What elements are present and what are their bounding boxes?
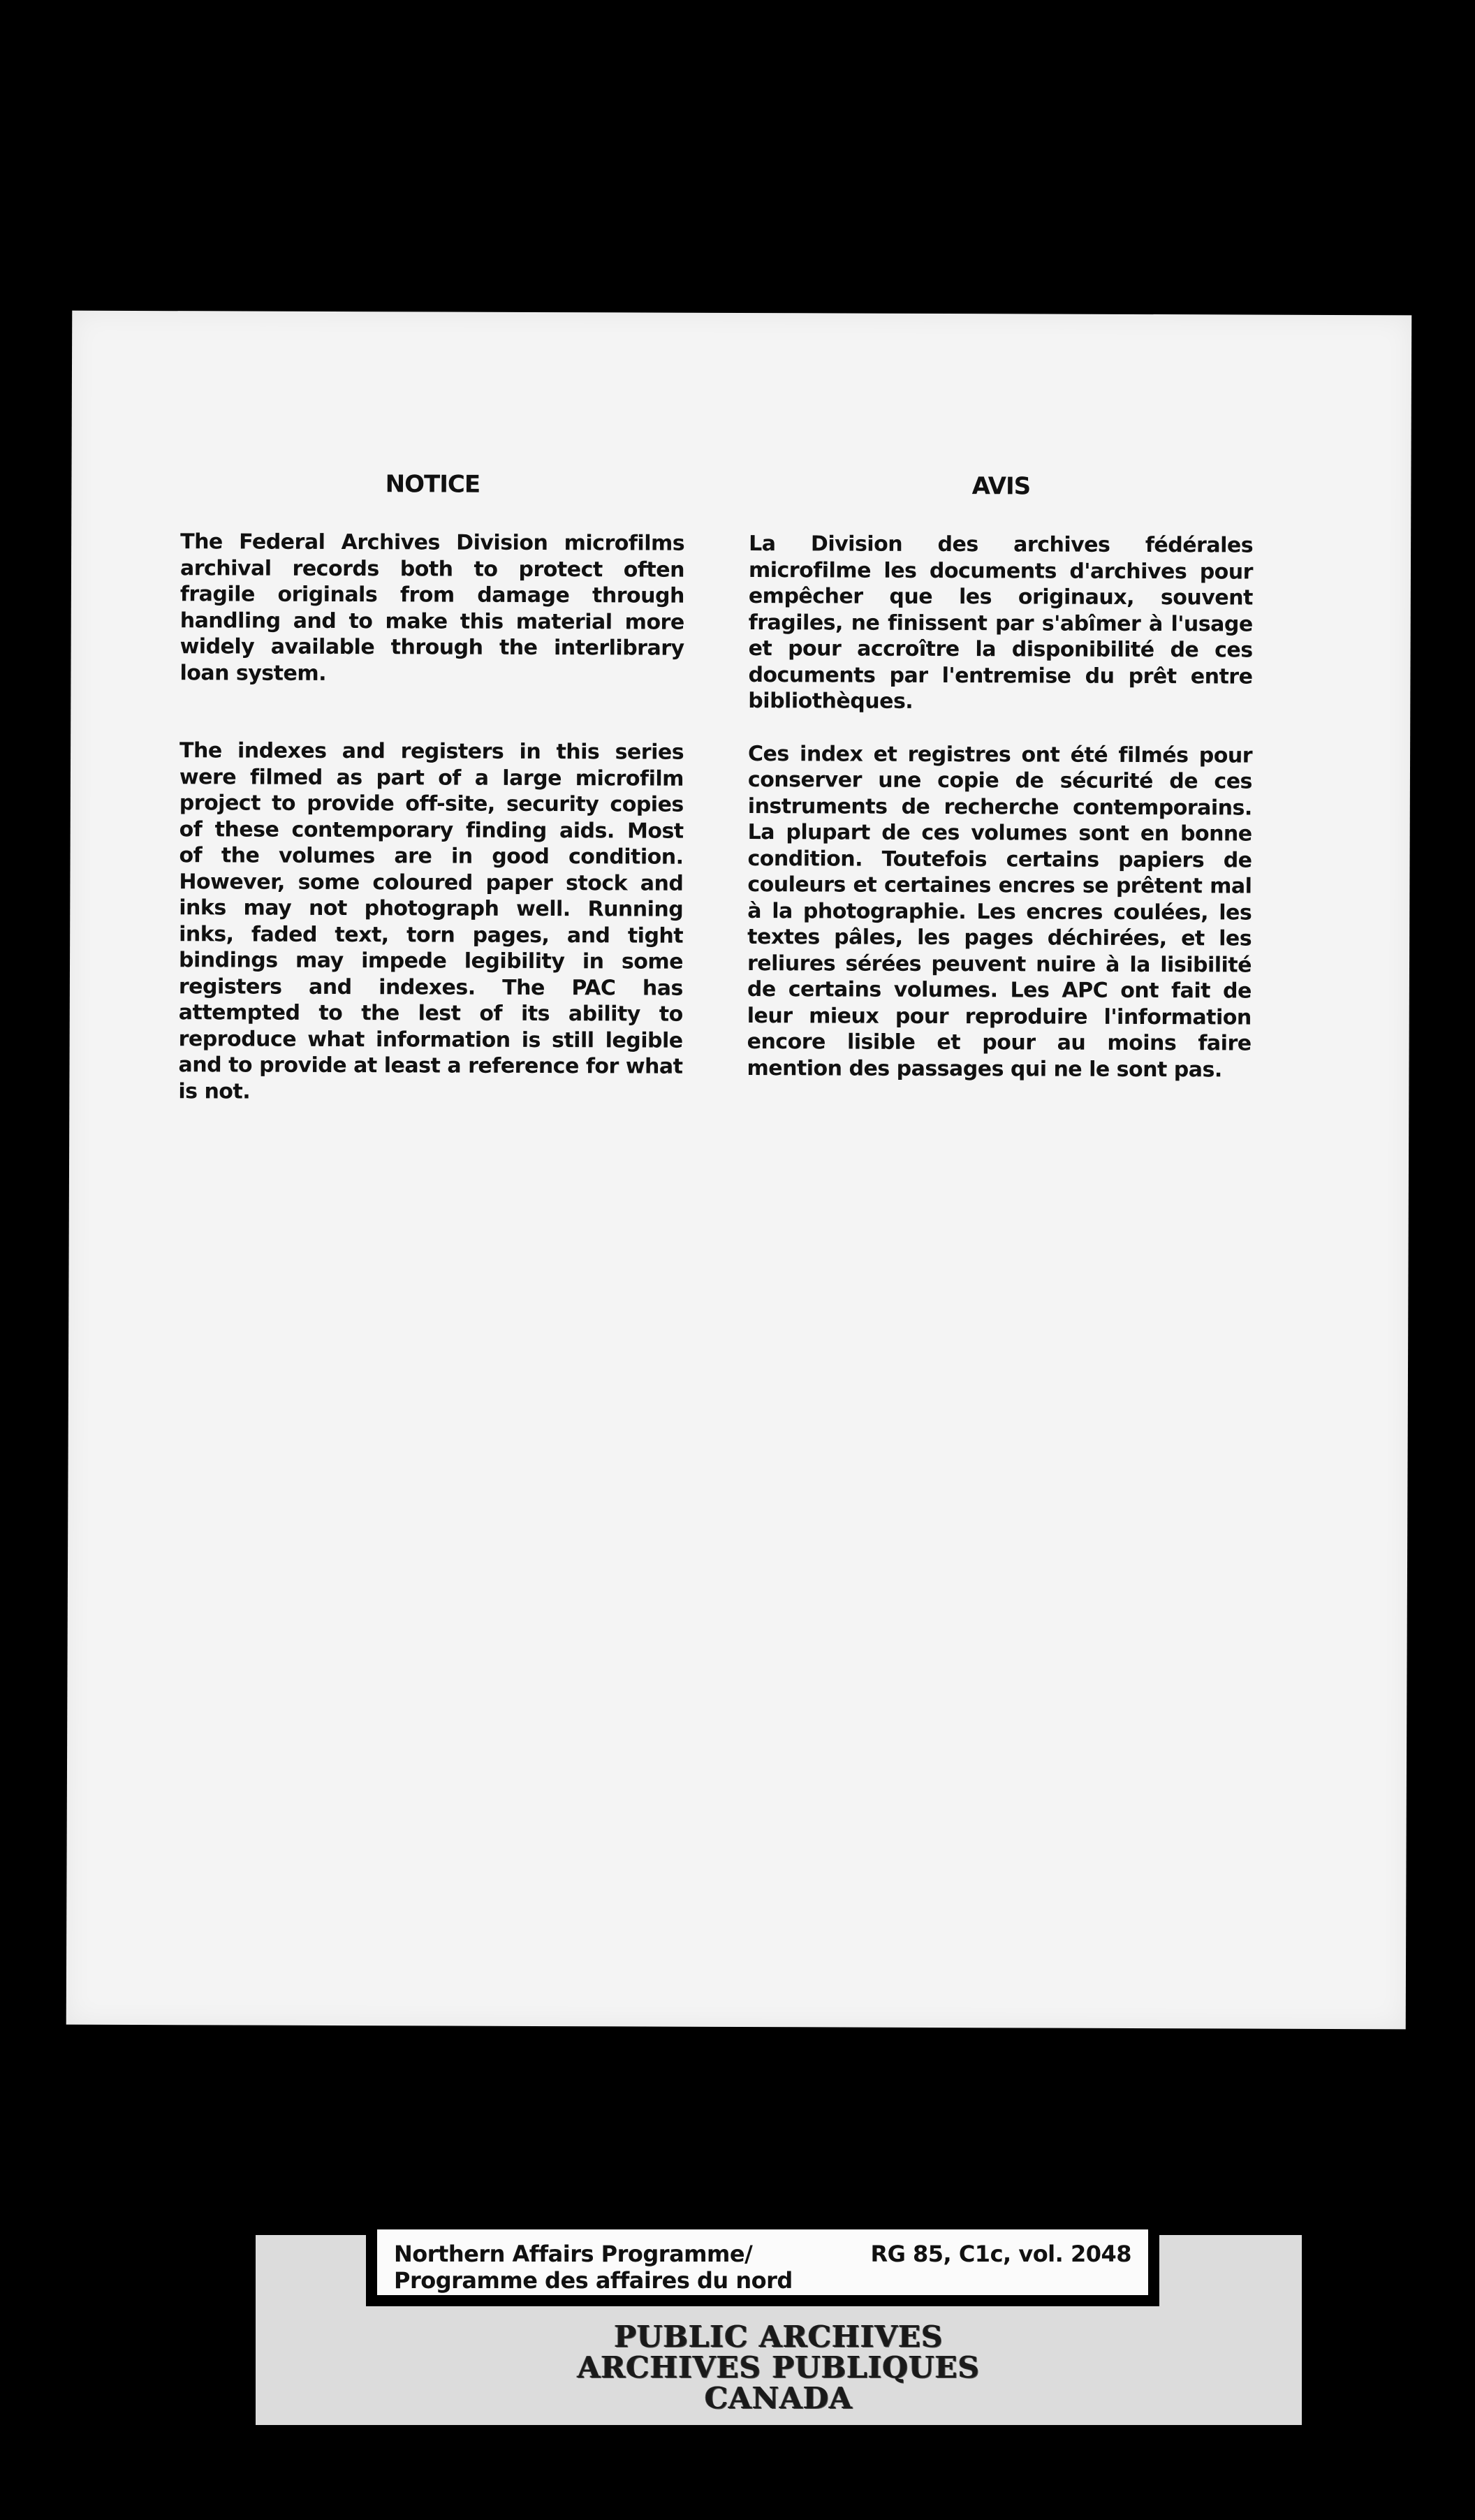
avis-heading: AVIS	[971, 472, 1031, 501]
stamp-line-1: PUBLIC ARCHIVES	[614, 2320, 944, 2354]
archive-label-strip	[256, 2235, 1302, 2425]
notice-paragraph-2: The indexes and registers in this series were filmed as part of a large microfilm project to provide off-site, security copies of these contemporary finding aids. Most of the volumes are in good condition. However, some coloured paper stock and inks may not photograph well. Running inks, faded text, torn pages, and tight bindings may impede legibility in some registers and indexes. The PAC has attempted to the lest of its ability to reproduce what information is still legible and to provide at least a reference for what is not.	[178, 738, 684, 1104]
series-reference: RG 85, C1c, vol. 2048	[870, 2241, 1131, 2267]
notice-sheet	[66, 311, 1412, 2030]
avis-column-french	[747, 474, 1253, 1083]
series-title-french: Programme des affaires du nord	[394, 2267, 793, 2294]
notice-paragraph-1: The Federal Archives Division microfilms archival records both to protect often fragile originals from damage through handling and to make this material more widely available through the interlibrary loan system.	[179, 529, 685, 686]
series-label-card	[366, 2218, 1159, 2306]
public-archives-stamp	[256, 2322, 1302, 2414]
series-title-english: Northern Affairs Programme/	[394, 2241, 753, 2267]
stamp-line-2: ARCHIVES PUBLIQUES	[577, 2350, 981, 2385]
notice-column-english	[178, 471, 684, 1106]
avis-paragraph-1: La Division des archives fédérales microfilme les documents d'archives pour empêcher que les originaux, souvent fragiles, ne finissent par s'abîmer à l'usage et pour accroître la disponibilité de ces documents par l'entremise du prêt entre bibliothèques.	[748, 532, 1254, 714]
avis-paragraph-2: Ces index et registres ont été filmés pour conserver une copie de sécurité de ces instruments de recherche contemporains. La plupart de ces volumes sont en bonne condition. Toutefois certains papiers de couleurs et certaines encres se prêtent mal à la photographie. Les encres coulées, les textes pâles, les pages déchirées, et les reliures sérées peuvent nuire à la lisibilité de certains volumes. Les APC ont fait de leur mieux pour reproduire l'information encore lisible et pour au moins faire mention des passages qui ne le sont pas.	[747, 741, 1253, 1082]
notice-heading: NOTICE	[385, 470, 480, 499]
stamp-line-3: CANADA	[704, 2381, 853, 2415]
series-title	[394, 2241, 793, 2294]
